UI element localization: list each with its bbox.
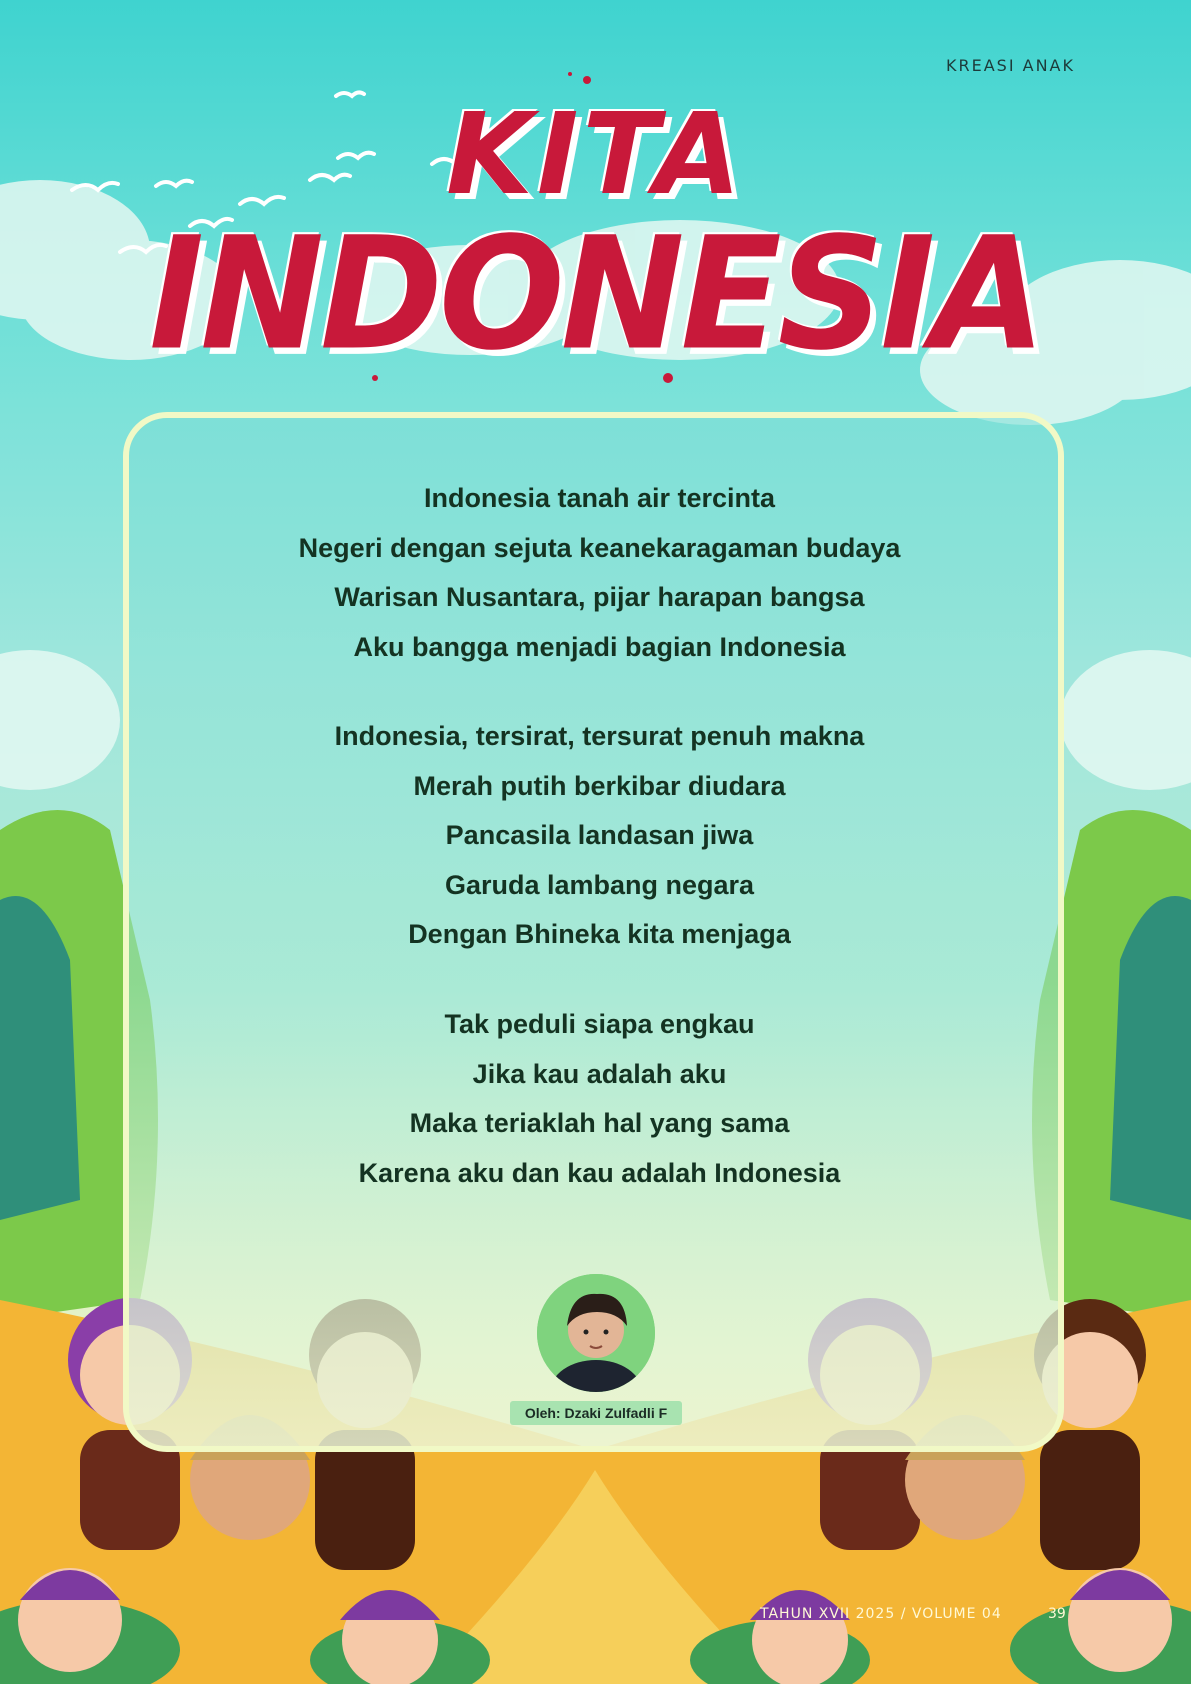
footer-volume: TAHUN XVII 2025 / VOLUME 04 <box>760 1606 1002 1622</box>
poem-stanza-3 <box>129 1000 1070 1198</box>
poem-line: Pancasila landasan jiwa <box>445 820 754 850</box>
author-avatar <box>537 1274 655 1392</box>
poem-line: Dengan Bhineka kita menjaga <box>408 919 791 949</box>
poem-line: Jika kau adalah aku <box>472 1058 727 1089</box>
poem-line: Karena aku dan kau adalah Indonesia <box>358 1157 841 1188</box>
poem-line: Garuda lambang negara <box>444 869 755 900</box>
poem-line: Merah putih berkibar diudara <box>413 770 786 801</box>
poem-line: Warisan Nusantara, pijar harapan bangsa <box>334 582 865 612</box>
title-line-1: KITA <box>446 90 745 220</box>
poem-line: Negeri dengan sejuta keanekaragaman budaya <box>298 532 901 563</box>
poem-line: Aku bangga menjadi bagian Indonesia <box>353 631 846 662</box>
poem-stanza-2 <box>129 712 1070 960</box>
poem-line: Indonesia, tersirat, tersurat penuh makna <box>334 721 865 751</box>
author-byline: Oleh: Dzaki Zulfadli F <box>510 1401 682 1425</box>
section-label: KREASI ANAK <box>946 56 1075 75</box>
poem-stanza-1 <box>129 474 1070 672</box>
title-line-2: INDONESIA <box>149 203 1042 385</box>
page-number: 39 <box>1048 1606 1066 1622</box>
poem-line: Tak peduli siapa engkau <box>444 1009 755 1039</box>
poem-line: Maka teriaklah hal yang sama <box>409 1108 790 1138</box>
author-photo-icon <box>537 1274 655 1392</box>
poem-line: Indonesia tanah air tercinta <box>423 483 776 513</box>
